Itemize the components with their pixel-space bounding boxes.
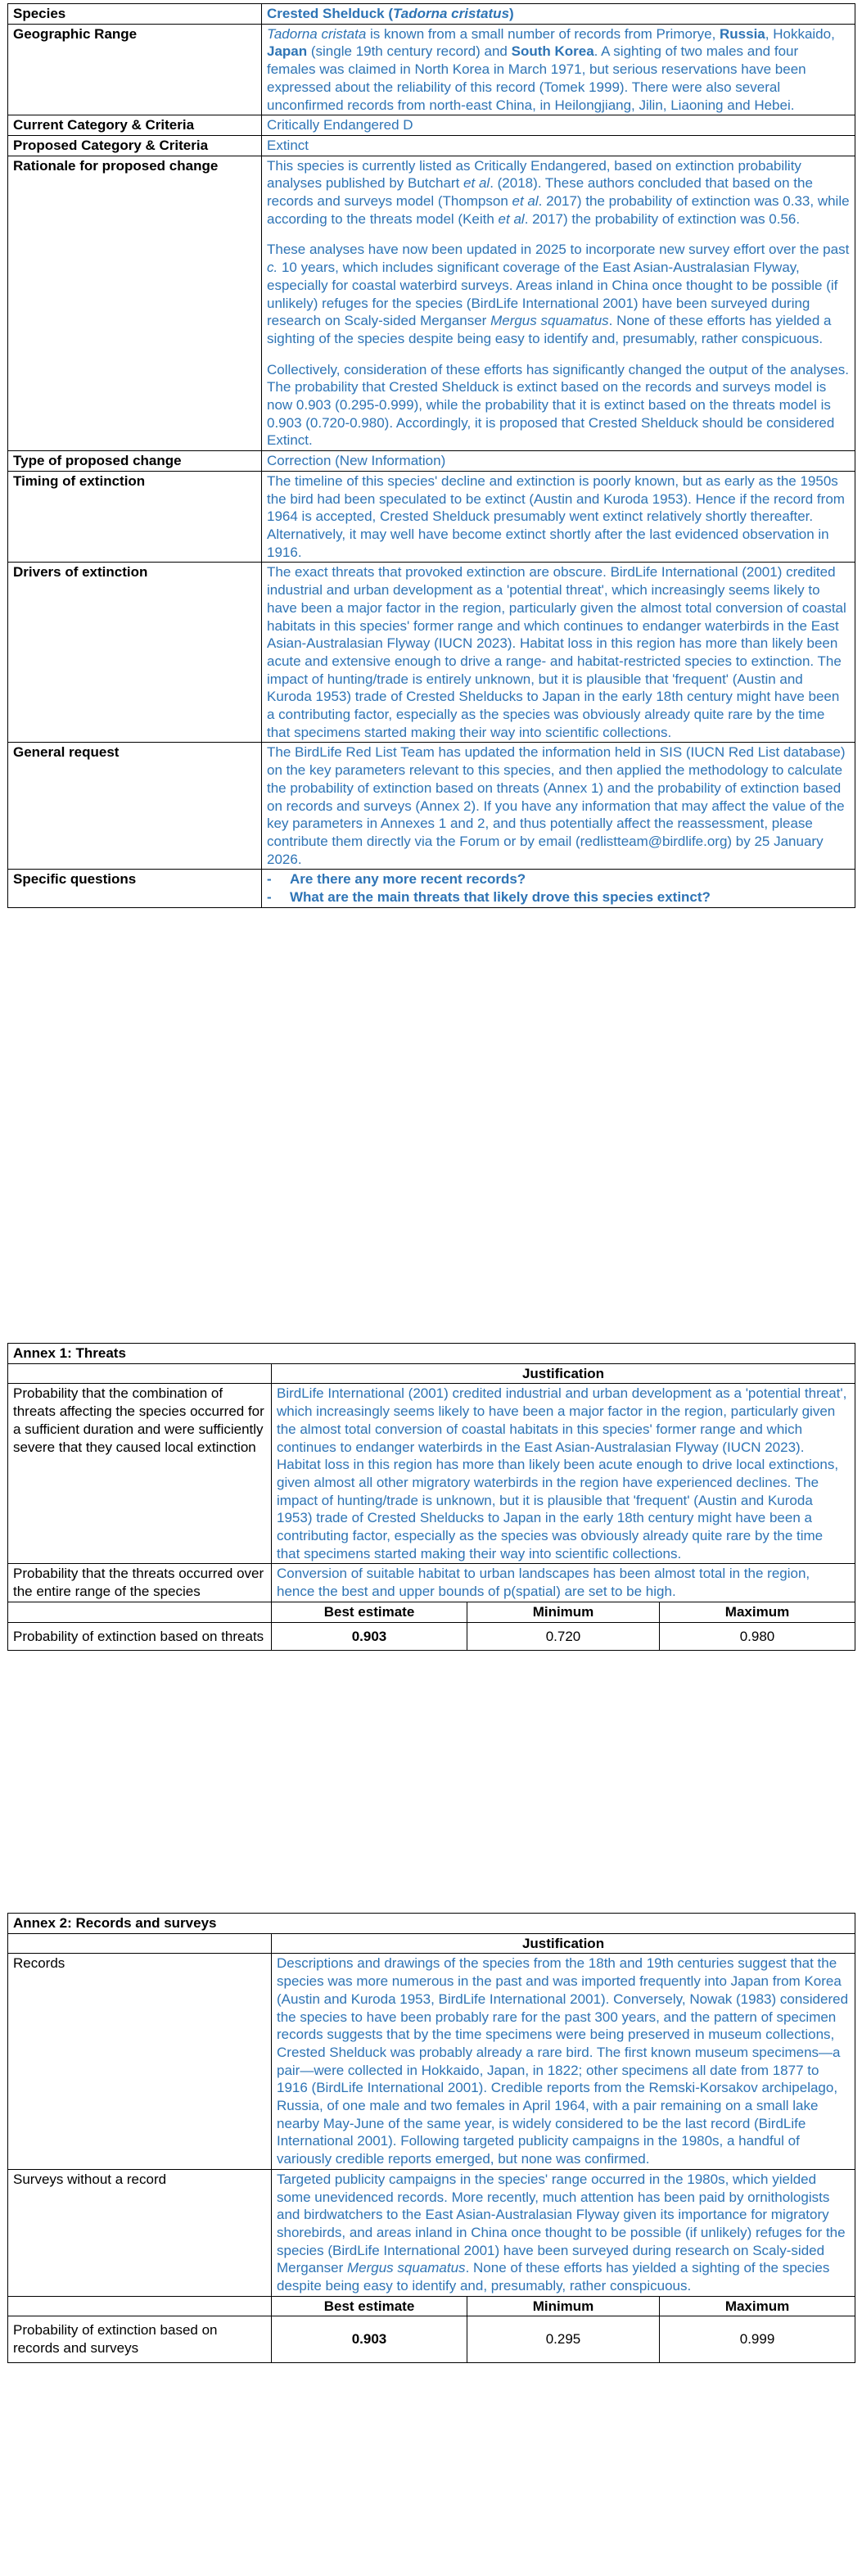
annex-1-row-label: Probability that the combination of threats affecting the species occurred for a sufficient duration and were sufficiently severe that they caused local extinction	[8, 1384, 272, 1564]
annex-2-records-table	[7, 1913, 855, 2363]
annex-2-result-label: Probability of extinction based on records and surveys	[8, 2316, 272, 2362]
geographic-range-value	[262, 24, 855, 115]
annex-1-row-justification: Conversion of suitable habitat to urban landscapes has been almost total in the region, hence the best and upper bounds of p(spatial) are set to be high.	[272, 1564, 855, 1602]
best-estimate-value: 0.903	[272, 1622, 467, 1651]
text-run: 10 years, which includes significant coverage of the East Asian-Australasian Flyway, especially for coastal waterbird surveys. Areas inland in China once thought to be possible (if unlikely) refuges for the species (BirdLife International 2001) have been surveyed during research on Scaly-sided Merganser	[267, 260, 838, 329]
minimum-value: 0.720	[467, 1622, 660, 1651]
questions-list	[267, 870, 850, 906]
annex-1-title-row	[8, 1344, 855, 1364]
text-run: . None of these efforts has yielded a sighting of the species despite being easy to identify and, presumably, rather conspicuous.	[277, 2260, 830, 2294]
bold-run: South Korea	[511, 43, 594, 60]
bold-run: Japan	[267, 43, 308, 60]
annex-2-row-label: Surveys without a record	[8, 2169, 272, 2296]
rationale-paragraph	[267, 361, 850, 450]
species-assessment-table	[7, 3, 855, 908]
annex-2-estimate-header-row	[8, 2296, 855, 2316]
row-rationale	[8, 156, 855, 451]
text-run: . 2017) the probability of extinction was 0.33, while according to the threats model (Keith	[267, 193, 850, 227]
maximum-value: 0.999	[660, 2316, 855, 2362]
annex-2-title: Annex 2: Records and surveys	[8, 1914, 855, 1934]
best-estimate-header: Best estimate	[272, 2296, 467, 2316]
annex-1-row	[8, 1384, 855, 1564]
timing-value: The timeline of this species' decline and extinction is poorly known, but as early as the 1950s the bird had been speculated to be extinct (Austin and Kuroda 1953). Hence if the record from 1964 is accepted, Crested Shelduck presumably went extinct relatively shortly thereafter. Alternatively, it may well have become extinct shortly after the last evidenced observation in 1916.	[262, 471, 855, 563]
minimum-value: 0.295	[467, 2316, 660, 2362]
annex-2-row-justification: Descriptions and drawings of the species from the 18th and 19th centuries suggest that the species was more numerous in the past and was imported frequently into Japan from Korea (Austin and Kuroda 1953, BirdLife International 2001). Conversely, Nowak (1983) considered the species to have been probably rare for the past 300 years, and the pattern of specimen records suggests that by the time specimens were being preserved in museum collections, Crested Shelduck was probably already a rare bird. The first known museum specimens—a pair—were collected in Hokkaido, Japan, in 1822; other specimens all date from 1877 to 1916 (BirdLife International 2001). Credible reports from the Remski-Korsakov archipelago, Russia, of one male and two females in April 1964, with a pair remaining on a small lake nearby May-June of the same year, is widely considered to be the last record (BirdLife International 2001). Following targeted publicity campaigns in the 1980s, a handful of variously credible reports emerged, but none was confirmed.	[272, 1954, 855, 2169]
proposed-category-value: Extinct	[262, 135, 855, 156]
species-scientific-name: Tadorna cristatus	[393, 6, 510, 21]
best-estimate-header: Best estimate	[272, 1602, 467, 1622]
annex-2-row-justification	[272, 2169, 855, 2296]
drivers-label: Drivers of extinction	[8, 563, 262, 743]
text-run: Collectively, consideration of these efforts has significantly changed the output of the analyses. The probability that Crested Shelduck is extinct based on the records and surveys model is now 0.903 (0.295-0.999), while the probability that it is extinct based on the threats model is 0.903 (0.720-0.980). Accordingly, it is proposed that Crested Shelduck should be considered Extinct.	[267, 361, 849, 449]
specific-questions-label: Specific questions	[8, 870, 262, 907]
italic-run: Mergus squamatus	[346, 2260, 466, 2276]
species-label: Species	[8, 4, 262, 25]
text-run: . A sighting of two males and four females was claimed in North Korea in March 1971, but serious reservations have been expressed about the reliability of this record (Tomek 1999). There were also several unconfirmed records from north-east China, in Heilongjiang, Jilin, Liaoning and Hebei.	[267, 43, 806, 113]
row-general-request	[8, 743, 855, 870]
type-of-change-label: Type of proposed change	[8, 451, 262, 472]
text-run: These analyses have now been updated in 2025 to incorporate new survey effort over the past	[267, 242, 850, 258]
text-run: Targeted publicity campaigns in the species' range occurred in the 1980s, which yielded some unevidenced records. More recently, much attention has been paid by ornithologists and birdwatchers to the East Asian-Australasian Flyway given its importance for migratory shorebirds, and areas inland in China once thought to be possible (if unlikely) refuges for the species (BirdLife International 2001) have been surveyed during research on Scaly-sided Merganser	[277, 2171, 846, 2276]
annex-2-row	[8, 1954, 855, 2169]
text-run: . None of these efforts has yielded a sighting of the species despite being easy to identify and, presumably, rather conspicuous.	[267, 313, 832, 346]
rationale-paragraph	[267, 157, 850, 228]
empty-cell	[8, 1602, 272, 1622]
text-run: . (2018). These authors concluded that based on the records and surveys model (Thompson	[267, 175, 813, 210]
timing-label: Timing of extinction	[8, 471, 262, 563]
row-proposed-category	[8, 135, 855, 156]
italic-run: Tadorna cristata	[267, 25, 367, 42]
text-run: is known from a small number of records from Primorye,	[366, 25, 720, 42]
row-species	[8, 4, 855, 25]
row-current-category	[8, 115, 855, 136]
empty-cell	[8, 1363, 272, 1384]
minimum-header: Minimum	[467, 2296, 660, 2316]
current-category-label: Current Category & Criteria	[8, 115, 262, 136]
annex-1-header-row	[8, 1363, 855, 1384]
specific-questions-value	[262, 870, 855, 907]
italic-run: c.	[267, 260, 278, 276]
italic-run: et al	[463, 175, 490, 192]
row-geographic-range	[8, 24, 855, 115]
text-run: This species is currently listed as Critically Endangered, based on extinction probability analyses published by Butchart	[267, 157, 801, 192]
italic-run: et al	[498, 210, 525, 227]
justification-header: Justification	[272, 1933, 855, 1954]
row-timing	[8, 471, 855, 563]
annex-1-result-label: Probability of extinction based on threats	[8, 1622, 272, 1651]
species-value: Crested Shelduck (Tadorna cristatus)	[262, 4, 855, 25]
question-item: - What are the main threats that likely drove this species extinct?	[267, 888, 850, 906]
annex-1-title: Annex 1: Threats	[8, 1344, 855, 1364]
row-type-of-change	[8, 451, 855, 472]
empty-cell	[8, 1933, 272, 1954]
annex-1-row-justification: BirdLife International (2001) credited industrial and urban development as a 'potential threat', which increasingly seems likely to have been a major factor in the region, particularly given the almost total conversion of coastal habitats in this species' former range and which continues to endanger waterbirds in the East Asian-Australasian Flyway (IUCN 2023). Habitat loss in this region has more than likely been acute enough to drive local extinctions, given almost all other migratory waterbirds in the region have experienced declines. The impact of hunting/trade is unknown, but it is plausible that 'frequent' (Austin and Kuroda 1953) trade of Crested Shelducks to Japan in the early 18th century might have been a contributing factor, especially as the species was obviously already quite rare by the time that specimens started making their way into scientific collections.	[272, 1384, 855, 1564]
annex-1-row	[8, 1564, 855, 1602]
rationale-value	[262, 156, 855, 451]
annex-1-result-row	[8, 1622, 855, 1651]
annex-2-header-row	[8, 1933, 855, 1954]
general-request-label: General request	[8, 743, 262, 870]
maximum-header: Maximum	[660, 1602, 855, 1622]
annex-2-result-row	[8, 2316, 855, 2362]
species-common-name: Crested Shelduck	[267, 6, 385, 21]
text-run: , Hokkaido,	[765, 25, 835, 42]
text-run: (single 19th century record) and	[307, 43, 512, 60]
annex-2-title-row	[8, 1914, 855, 1934]
bold-run: Russia	[720, 25, 765, 42]
text-run: . 2017) the probability of extinction was 0.56.	[524, 210, 801, 227]
drivers-value: The exact threats that provoked extinction are obscure. BirdLife International (2001) credited industrial and urban development as a 'potential threat', which increasingly seems likely to have been a major factor in the region, particularly given the almost total conversion of coastal habitats in this species' former range and which continues to endanger waterbirds in the East Asian-Australasian Flyway (IUCN 2023). Habitat loss in this region has more than likely been acute and extensive enough to drive a range- and habitat-restricted species to extinction. The impact of hunting/trade is entirely unknown, but it is plausible that 'frequent' (Austin and Kuroda 1953) trade of Crested Shelducks to Japan in the early 18th century might have been a contributing factor, especially as the species was obviously already quite rare by the time that specimens started making their way into scientific collections.	[262, 563, 855, 743]
question-item: - Are there any more recent records?	[267, 870, 850, 888]
best-estimate-value: 0.903	[272, 2316, 467, 2362]
proposed-category-label: Proposed Category & Criteria	[8, 135, 262, 156]
row-drivers	[8, 563, 855, 743]
maximum-value: 0.980	[660, 1622, 855, 1651]
current-category-value: Critically Endangered D	[262, 115, 855, 136]
minimum-header: Minimum	[467, 1602, 660, 1622]
general-request-value: The BirdLife Red List Team has updated the information held in SIS (IUCN Red List database) on the key parameters relevant to this species, and then applied the methodology to calculate the probability of extinction based on threats (Annex 1) and the probability of extinction based on records and surveys (Annex 2). If you have any information that may affect the value of the key parameters in Annexes 1 and 2, and thus potentially affect the reassessment, please contribute them directly via the Forum or by email (redlistteam@birdlife.org) by 25 January 2026.	[262, 743, 855, 870]
annex-1-estimate-header-row	[8, 1602, 855, 1622]
italic-run: et al	[512, 193, 539, 210]
row-specific-questions	[8, 870, 855, 907]
rationale-label: Rationale for proposed change	[8, 156, 262, 451]
rationale-paragraph	[267, 241, 850, 347]
type-of-change-value: Correction (New Information)	[262, 451, 855, 472]
italic-run: Mergus squamatus	[490, 313, 609, 329]
annex-2-row-label: Records	[8, 1954, 272, 2169]
annex-1-row-label: Probability that the threats occurred over the entire range of the species	[8, 1564, 272, 1602]
geographic-range-label: Geographic Range	[8, 24, 262, 115]
empty-cell	[8, 2296, 272, 2316]
maximum-header: Maximum	[660, 2296, 855, 2316]
justification-header: Justification	[272, 1363, 855, 1384]
annex-1-threats-table	[7, 1343, 855, 1651]
annex-2-row	[8, 2169, 855, 2296]
